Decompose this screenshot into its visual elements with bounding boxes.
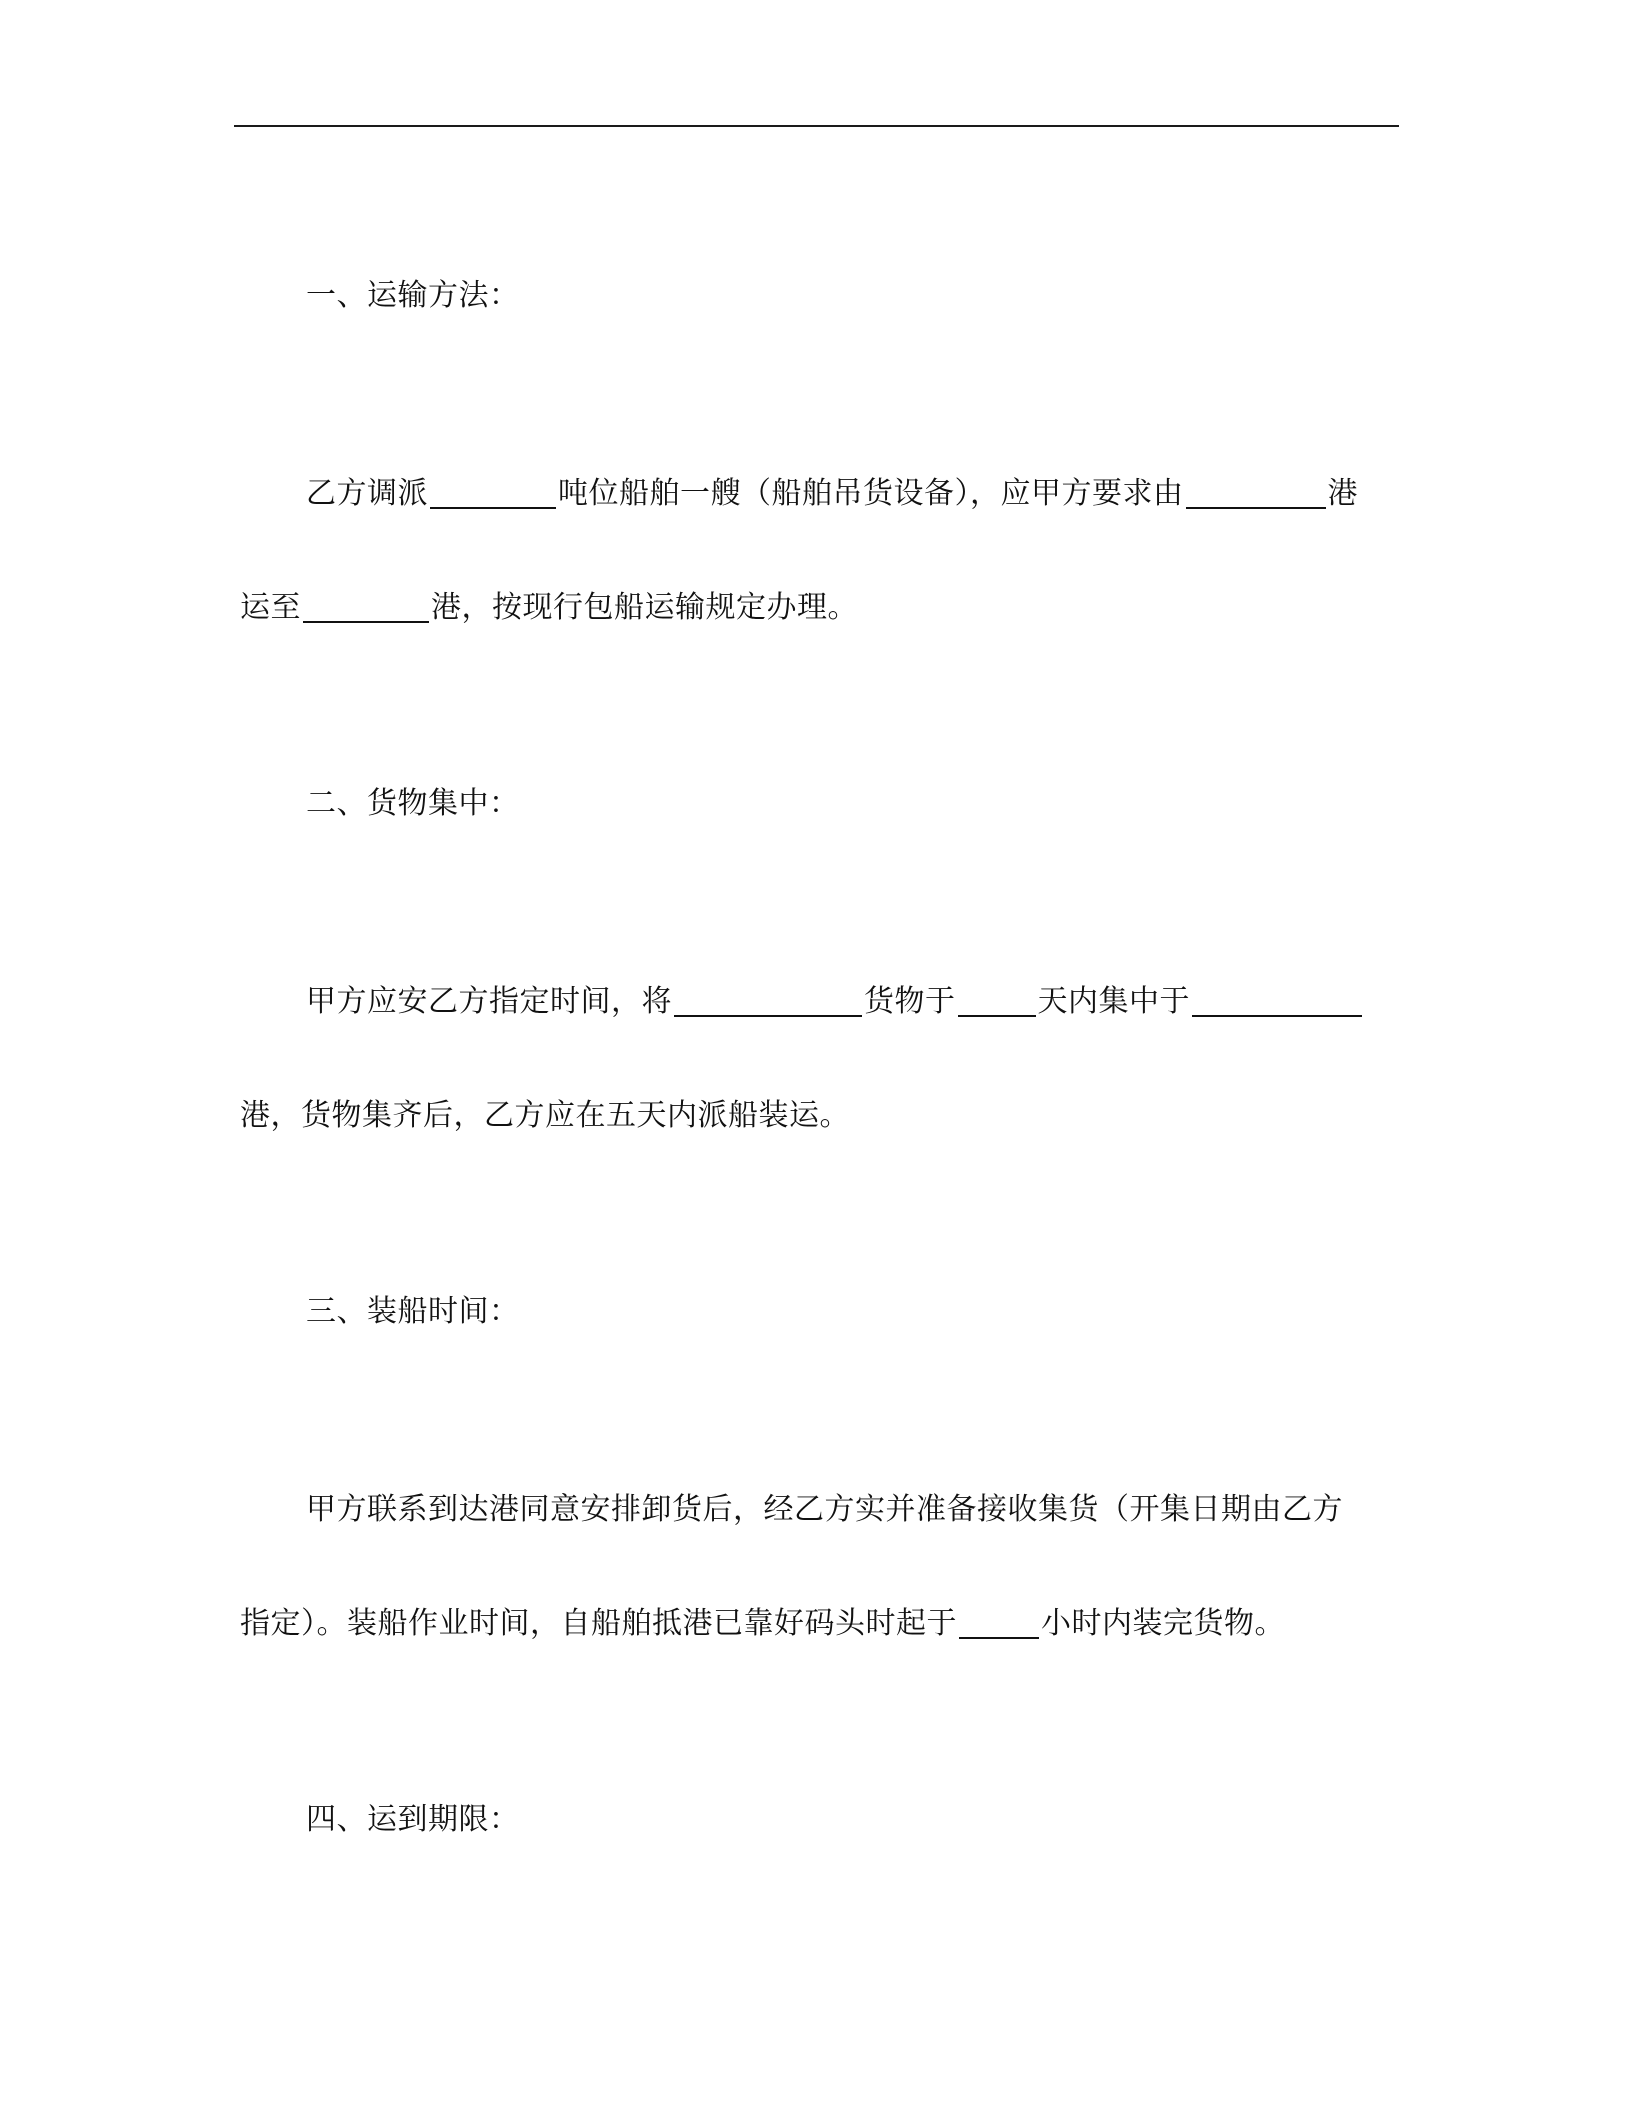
text-segment: 指定）。装船作业时间，自船舶抵港已靠好码头时起于 [240,1606,957,1641]
blank-field-origin-port[interactable] [1186,477,1326,509]
section-3-para-line-2 [240,1604,1285,1644]
text-segment: 运至 [240,590,301,625]
section-3-para-line-1 [306,1490,1343,1530]
blank-field-tonnage[interactable] [430,477,556,509]
section-2-para-line-2 [240,1096,850,1136]
section-4-heading: 四、运到期限： [306,1802,520,1837]
blank-field-hours[interactable] [959,1607,1039,1639]
section-1-para-line-2 [240,588,858,628]
blank-field-days[interactable] [958,985,1036,1017]
blank-field-gather-port[interactable] [1192,985,1362,1017]
section-3-heading: 三、装船时间： [306,1294,520,1329]
text-segment: 吨位船舶一艘（船舶吊货设备），应甲方要求由 [558,476,1184,511]
text-segment: 港 [1327,476,1358,511]
text-segment: 乙方调派 [306,476,428,511]
section-2-para-line-1 [306,982,1364,1022]
blank-field-destination-port[interactable] [303,591,429,623]
text-segment: 甲方联系到达港同意安排卸货后，经乙方实并准备接收集货（开集日期由乙方 [306,1492,1343,1527]
text-segment: 港，货物集齐后，乙方应在五天内派船装运。 [240,1098,850,1133]
text-segment: 港，按现行包船运输规定办理。 [431,590,858,625]
section-1-heading: 一、运输方法： [306,278,520,313]
text-segment: 货物于 [864,984,956,1019]
section-1-para-line-1 [306,474,1358,514]
blank-field-goods[interactable] [674,985,862,1017]
header-rule [234,125,1399,127]
text-segment: 天内集中于 [1037,984,1190,1019]
text-segment: 小时内装完货物。 [1041,1606,1285,1641]
section-2-heading: 二、货物集中： [306,786,520,821]
text-segment: 甲方应安乙方指定时间，将 [306,984,672,1019]
